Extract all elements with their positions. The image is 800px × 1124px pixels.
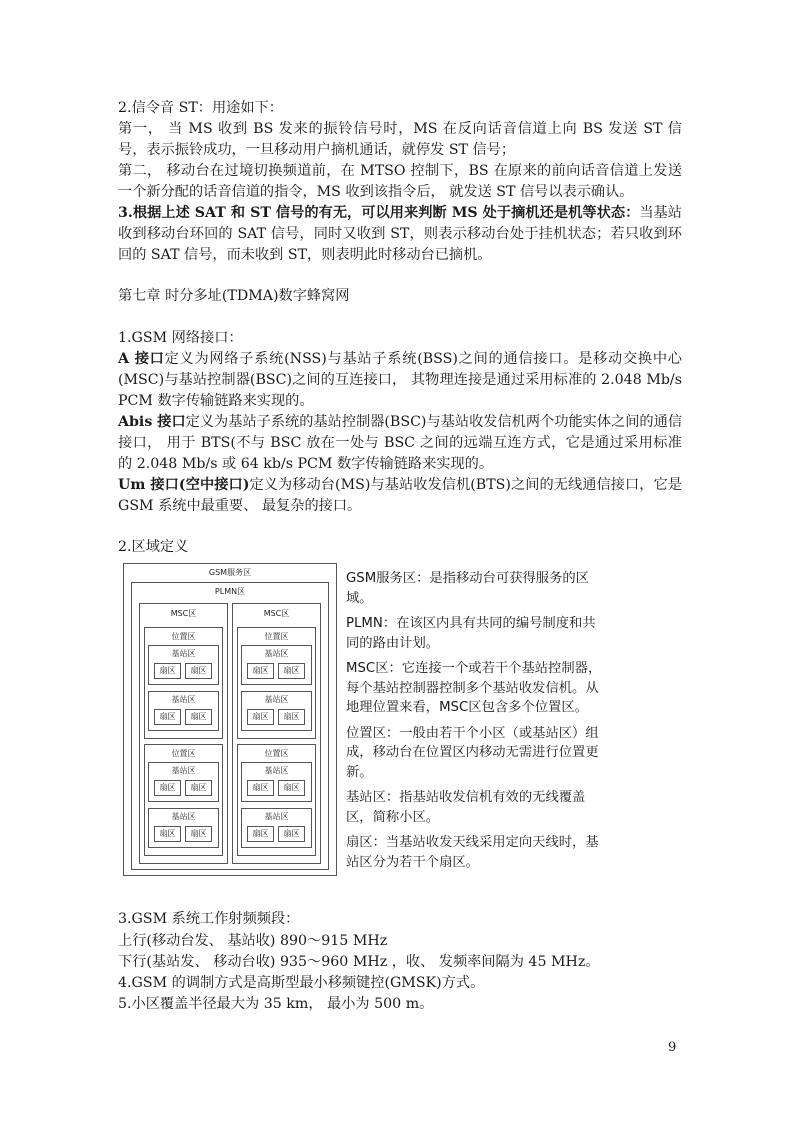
gsm-area-diagram	[123, 563, 337, 876]
page-number: 9	[668, 1040, 677, 1055]
base-station-area-label: 基站区	[264, 649, 289, 658]
sector-box: 扇区	[154, 663, 181, 679]
definition-gsm-service-area: GSM服务区：是指移动台可获得服务的区域。	[346, 571, 589, 606]
sector-box: 扇区	[185, 709, 212, 725]
base-station-area-label: 基站区	[171, 766, 196, 775]
cell-radius-line: 5.小区覆盖半径最大为 35 km， 最小为 500 m。	[118, 996, 434, 1012]
location-area-label: 位置区	[171, 749, 196, 758]
a-interface-text: 定义为网络子系统(NSS)与基站子系统(BSS)之间的通信接口。是移动交换中心(MSC)与基站控制器(BSC)之间的互连接口， 其物理连接是通过采用标准的 2.048 Mb/s PCM 数字传输链路来实现的。	[118, 351, 682, 409]
base-station-area-box	[148, 691, 219, 731]
msc-area-label: MSC区	[263, 609, 290, 618]
sat-st-judgement-text: 当基站收到移动台环回的 SAT 信号，同时又收到 ST，则表示移动台处于挂机状态；若只收到环回的 SAT 信号，而未收到 ST，则表明此时移动台已摘机。	[118, 205, 682, 263]
definition-plmn: PLMN：在该区内具有共同的编号制度和共同的路由计划。	[346, 616, 596, 651]
um-interface-bold: Um 接口(空中接口)	[118, 477, 250, 493]
downlink-band: 下行(基站发、 移动台收) 935～960 MHz ，收、 发频率间隔为 45 MHz。	[118, 954, 600, 970]
location-area-label: 位置区	[171, 632, 196, 641]
gsm-service-area-label: GSM服务区	[208, 568, 252, 577]
um-interface-text: 定义为移动台(MS)与基站收发信机(BTS)之间的无线通信接口，它是 GSM 系统中最重要、 最复杂的接口。	[118, 477, 683, 514]
sector-box: 扇区	[185, 780, 212, 796]
definition-location-area: 位置区：一般由若干个小区（或基站区）组成，移动台在位置区内移动无需进行位置更新。	[346, 725, 599, 780]
base-station-area-label: 基站区	[264, 766, 289, 775]
base-station-area-box	[148, 645, 219, 685]
sector-box: 扇区	[278, 663, 305, 679]
area-definition-heading: 2.区域定义	[118, 539, 189, 555]
base-station-area-label: 基站区	[264, 812, 289, 821]
base-station-area-box	[148, 762, 219, 802]
base-station-area-label: 基站区	[171, 812, 196, 821]
st-heading: 2.信令音 ST：用途如下：	[118, 100, 283, 116]
sat-st-judgement-paragraph	[118, 203, 682, 266]
base-station-area-box	[241, 691, 312, 731]
abis-interface-bold: Abis 接口	[118, 414, 186, 430]
a-interface-paragraph	[118, 349, 682, 412]
location-area-label: 位置区	[264, 749, 289, 758]
base-station-area-label: 基站区	[171, 649, 196, 658]
base-station-area-box	[241, 645, 312, 685]
sector-box: 扇区	[247, 826, 274, 842]
sat-st-judgement-bold: 3.根据上述 SAT 和 ST 信号的有无，可以用来判断 MS 处于摘机还是机等状态：	[118, 205, 640, 221]
plmn-area-label: PLMN区	[214, 587, 246, 596]
sector-box: 扇区	[278, 709, 305, 725]
chapter-title: 第七章 时分多址(TDMA)数字蜂窝网	[118, 288, 350, 304]
um-interface-paragraph	[118, 475, 682, 517]
abis-interface-text: 定义为基站子系统的基站控制器(BSC)与基站收发信机两个功能实体之间的通信接口， 用于 BTS(不与 BSC 放在一处与 BSC 之间的远端互连方式，它是通过采用标准的 2.048 Mb/s 或 64 kb/s PCM 数字传输链路来实现的。	[118, 414, 683, 472]
sector-box: 扇区	[278, 826, 305, 842]
gsm-interface-heading: 1.GSM 网络接口：	[118, 330, 243, 346]
frequency-heading: 3.GSM 系统工作射频频段：	[118, 911, 300, 927]
base-station-area-box	[241, 808, 312, 848]
msc-area-label: MSC区	[170, 609, 197, 618]
sector-box: 扇区	[154, 780, 181, 796]
sector-box: 扇区	[154, 709, 181, 725]
sector-box: 扇区	[278, 780, 305, 796]
a-interface-bold: A 接口	[118, 351, 165, 367]
sector-box: 扇区	[247, 709, 274, 725]
abis-interface-paragraph	[118, 412, 682, 475]
sector-box: 扇区	[247, 780, 274, 796]
sector-box: 扇区	[154, 826, 181, 842]
definition-msc-area: MSC区：它连接一个或若干个基站控制器，每个基站控制器控制多个基站收发信机。从地理位置来看，MSC区包含多个位置区。	[346, 661, 602, 715]
uplink-band: 上行(移动台发、 基站收) 890～915 MHz	[118, 933, 388, 949]
definition-sector: 扇区：当基站收发天线采用定向天线时，基站区分为若干个扇区。	[346, 835, 599, 870]
sector-box: 扇区	[185, 663, 212, 679]
definition-base-station-area: 基站区：指基站收发信机有效的无线覆盖区，简称小区。	[346, 790, 586, 825]
location-area-label: 位置区	[264, 632, 289, 641]
base-station-area-label: 基站区	[171, 695, 196, 704]
base-station-area-box	[148, 808, 219, 848]
base-station-area-box	[241, 762, 312, 802]
area-definitions	[346, 569, 608, 878]
base-station-area-label: 基站区	[264, 695, 289, 704]
st-paragraph-1: 第一， 当 MS 收到 BS 发来的振铃信号时，MS 在反向话音信道上向 BS 发送 ST 信号，表示振铃成功，一旦移动用户摘机通话，就停发 ST 信号；	[118, 121, 682, 158]
st-paragraph-2: 第二， 移动台在过境切换频道前，在 MTSO 控制下，BS 在原来的前向话音信道上发送一个新分配的话音信道的指令，MS 收到该指令后， 就发送 ST 信号以表示确认。	[118, 163, 682, 200]
sector-box: 扇区	[185, 826, 212, 842]
sector-box: 扇区	[247, 663, 274, 679]
modulation-line: 4.GSM 的调制方式是高斯型最小移频键控(GMSK)方式。	[118, 975, 485, 991]
